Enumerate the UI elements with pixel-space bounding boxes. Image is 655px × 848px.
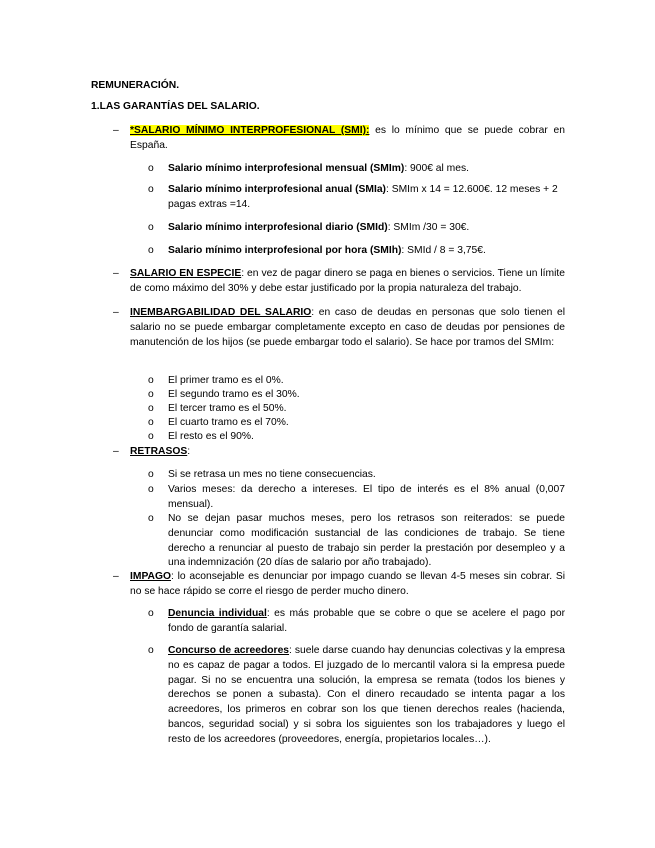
smi-item <box>168 162 565 177</box>
inembargabilidad-text: : en caso de deudas en personas que solo tienen el salario no se puede embargar completamente excepto en caso de deudas por pensiones de manutención de los hijos (se puede embargar todo el salario). Se hace por tramos del SMIm: <box>130 307 566 348</box>
dash-bullet: – <box>113 268 119 279</box>
tramo-item: El cuarto tramo es el 70%. <box>168 417 289 428</box>
especie-text: : en vez de pagar dinero se paga en bienes o servicios. Tiene un límite de como máximo del 30% y debe estar justificado por la propia naturaleza del trabajo. <box>130 268 565 294</box>
tramo-item: El tercer tramo es el 50%. <box>168 403 287 414</box>
smi-item-label: Salario mínimo interprofesional diario (SMId) <box>168 222 388 233</box>
impago-item-text: : es más probable que se cobre o que se acelere el pago por fondo de garantía salarial. <box>168 608 565 634</box>
dash-bullet: – <box>113 307 119 318</box>
circle-bullet: o <box>148 245 154 256</box>
smi-item <box>168 183 565 213</box>
circle-bullet: o <box>148 484 154 495</box>
circle-bullet: o <box>148 222 154 233</box>
circle-bullet: o <box>148 417 154 428</box>
smi-item-label: Salario mínimo interprofesional por hora (SMIh) <box>168 245 402 256</box>
circle-bullet: o <box>148 389 154 400</box>
smi-item-text: : 900€ al mes. <box>404 163 469 174</box>
smi-item-label: Salario mínimo interprofesional anual (SMIa) <box>168 184 386 195</box>
dash-bullet: – <box>113 125 119 136</box>
circle-bullet: o <box>148 163 154 174</box>
smi-item-text: : SMIm /30 = 30€. <box>387 222 470 233</box>
tramo-item: El segundo tramo es el 30%. <box>168 389 300 400</box>
impago-item <box>168 644 565 748</box>
circle-bullet: o <box>148 469 154 480</box>
section-heading: 1.LAS GARANTÍAS DEL SALARIO. <box>91 101 260 112</box>
tramo-item: El primer tramo es el 0%. <box>168 375 284 386</box>
especie-label: SALARIO EN ESPECIE <box>130 268 242 279</box>
circle-bullet: o <box>148 608 154 619</box>
smi-item-text: : SMId / 8 = 3,75€. <box>401 245 486 256</box>
retrasos-item: No se dejan pasar muchos meses, pero los retrasos son reiterados: se puede denunciar como modificación sustancial de las condiciones de trabajo. Se tiene derecho a renunciar al puesto de trabajo sin perder la prestación por desempleo y a una indemnización (20 días de salario por año trabajado). <box>168 513 565 569</box>
smi-label-text: SALARIO MÍNIMO INTERPROFESIONAL (SMI): <box>134 125 370 136</box>
especie-paragraph <box>130 267 565 297</box>
impago-item-label: Concurso de acreedores <box>168 645 290 656</box>
impago-item-label: Denuncia individual <box>168 608 267 619</box>
inembargabilidad-label: INEMBARGABILIDAD DEL SALARIO <box>130 307 312 318</box>
circle-bullet: o <box>148 645 154 656</box>
smi-item-text: : SMIm x 14 = 12.600€. 12 meses + 2 pagas extras =14. <box>168 184 558 210</box>
circle-bullet: o <box>148 403 154 414</box>
retrasos-label: RETRASOS <box>130 446 188 457</box>
document-title: REMUNERACIÓN. <box>91 80 180 91</box>
smi-item <box>168 221 565 236</box>
impago-item-text: : suele darse cuando hay denuncias colectivas y la empresa no es capaz de pagar a todos. El juzgado de lo mercantil valora si la empresa puede pagar. Si no se encuentra una solución, la empresa se remata (todos los bienes y derechos se ponen a subasta). Con el dinero recaudado se intenta pagar a los acreedores, los primeros en cobrar son los que tienen derechos reales (hacienda, bancos, seguridad social) y si sobra los siguientes son los trabajadores y luego el resto de los acreedores (proveedores, energía, propietarios locales…). <box>168 645 566 745</box>
retrasos-item: Varios meses: da derecho a intereses. El tipo de interés es el 8% anual (0,007 mensual). <box>168 484 565 510</box>
impago-paragraph <box>130 570 565 600</box>
smi-label <box>130 125 369 136</box>
retrasos-text: : <box>187 446 191 457</box>
retrasos-paragraph <box>130 445 190 460</box>
tramo-item: El resto es el 90%. <box>168 431 254 442</box>
impago-text: : lo aconsejable es denunciar por impago cuando se llevan 4-5 meses sin cobrar. Si no se hace rápido se corre el riesgo de perder mucho dinero. <box>130 571 565 597</box>
smi-item-label: Salario mínimo interprofesional mensual (SMIm) <box>168 163 405 174</box>
smi-text: es lo mínimo que se puede cobrar en España. <box>130 125 565 151</box>
circle-bullet: o <box>148 184 154 195</box>
smi-paragraph <box>130 124 565 154</box>
circle-bullet: o <box>148 513 154 524</box>
circle-bullet: o <box>148 375 154 386</box>
impago-label: IMPAGO <box>130 571 171 582</box>
inembargabilidad-paragraph <box>130 306 565 350</box>
impago-item <box>168 607 565 637</box>
dash-bullet: – <box>113 446 119 457</box>
dash-bullet: – <box>113 571 119 582</box>
retrasos-item: Si se retrasa un mes no tiene consecuencias. <box>168 469 376 480</box>
smi-marker: * <box>130 125 135 136</box>
circle-bullet: o <box>148 431 154 442</box>
smi-item <box>168 244 565 259</box>
